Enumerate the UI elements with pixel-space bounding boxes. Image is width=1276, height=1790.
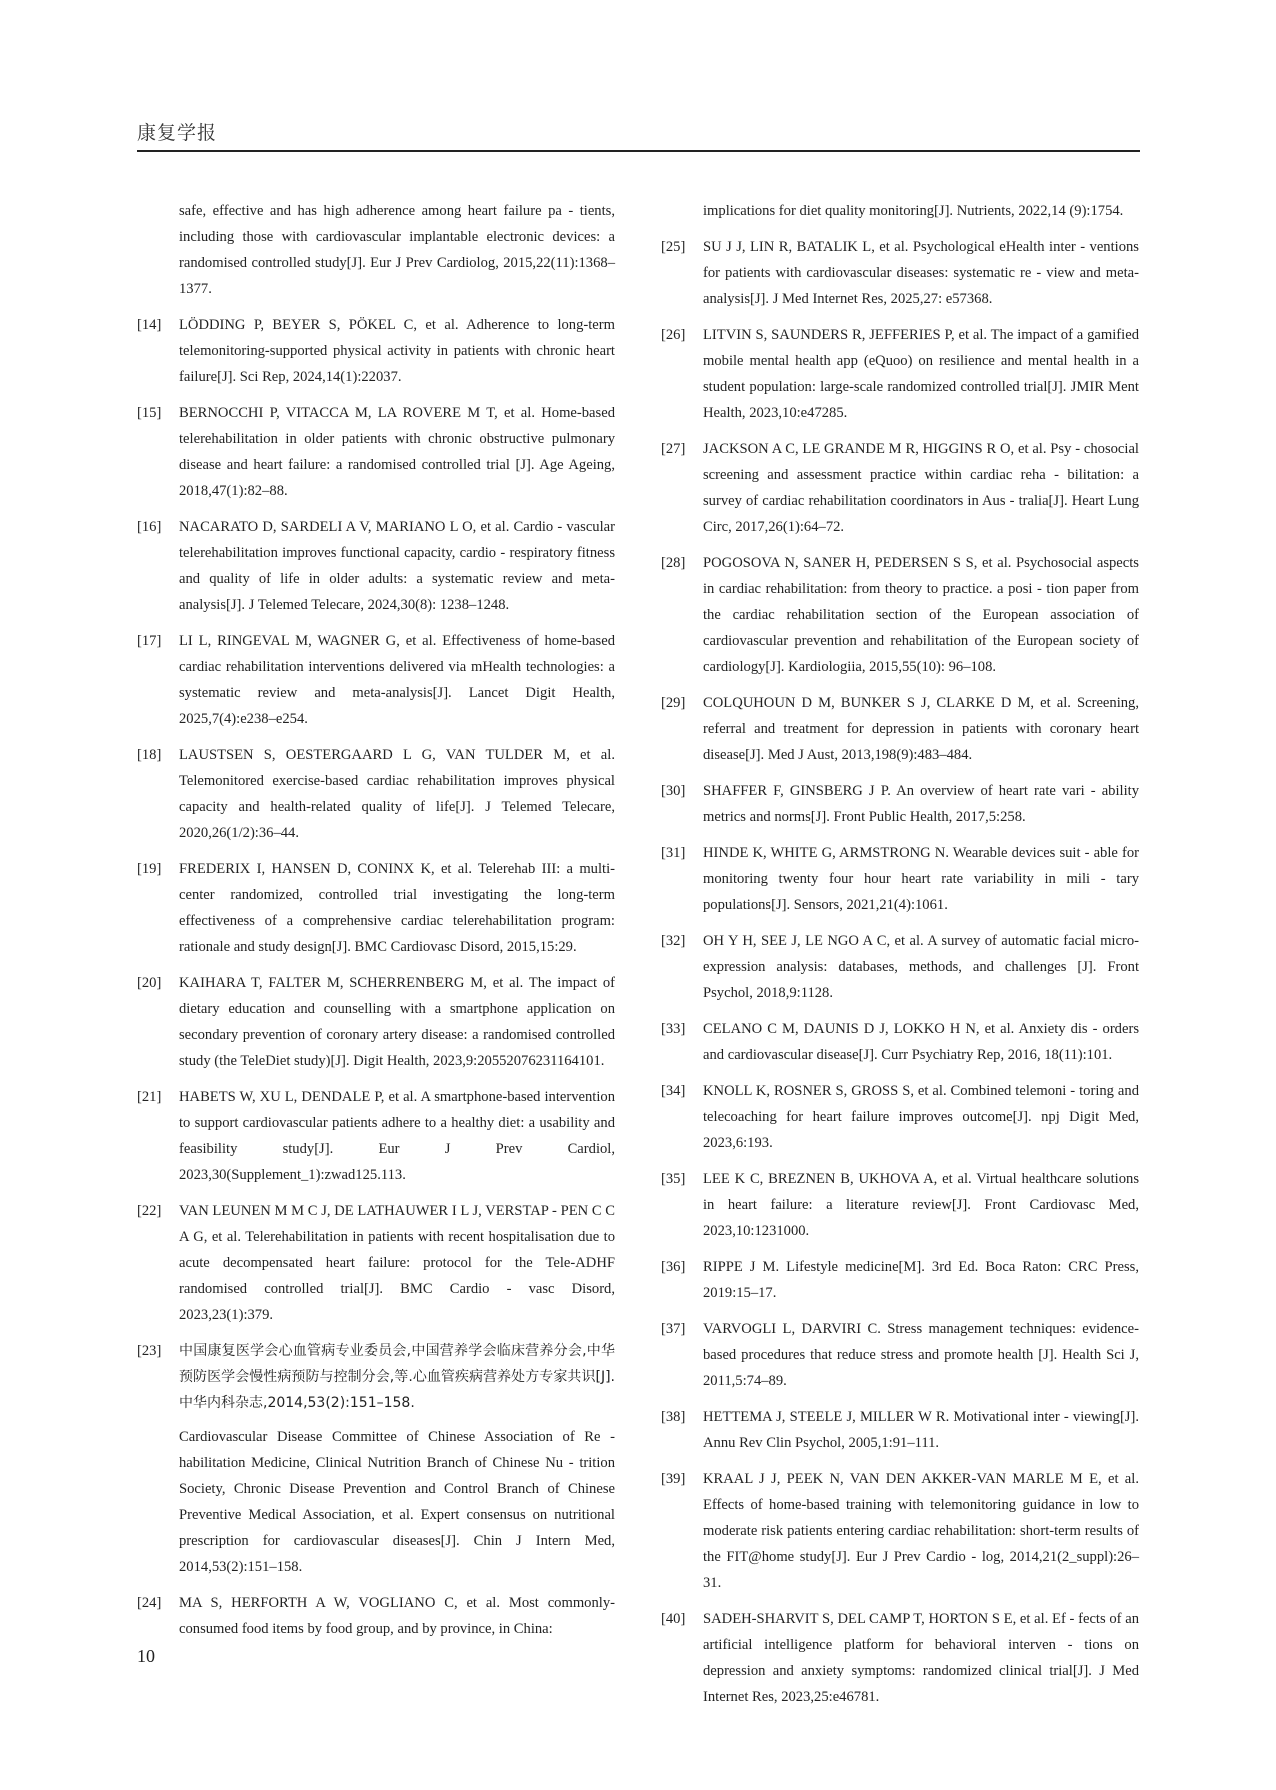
reference-text: 中国康复医学会心血管病专业委员会,中国营养学会临床营养分会,中华预防医学会慢性病预防与控制分会,等.心血管疾病营养处方专家共识[J].中华内科杂志,2014,53(2):151–158. xyxy=(179,1343,615,1411)
reference-number: [23] xyxy=(137,1343,162,1359)
reference-text: KAIHARA T, FALTER M, SCHERRENBERG M, et al. The impact of dietary education and counselling with a smartphone application on secondary prevention of coronary artery disease: a randomised controlled study (the TeleDiet study)[J]. Digit Health, 2023,9:20552076231164101. xyxy=(179,975,615,1069)
reference-entry xyxy=(137,312,615,390)
reference-number: [38] xyxy=(661,1409,686,1425)
reference-text: KRAAL J J, PEEK N, VAN DEN AKKER-VAN MARLE M E, et al. Effects of home-based training with telemonitoring guidance in low to moderate risk patients entering cardiac rehabilitation: short-term results of the FIT@home study[J]. Eur J Prev Cardio - log, 2014,21(2_suppl):26–31. xyxy=(703,1471,1139,1591)
page-number: 10 xyxy=(137,1646,155,1666)
reference-entry xyxy=(661,840,1139,918)
reference-number: [36] xyxy=(661,1259,686,1275)
reference-entry xyxy=(137,1198,615,1328)
reference-text: POGOSOVA N, SANER H, PEDERSEN S S, et al. Psychosocial aspects in cardiac rehabilitation: from theory to practice. a posi - tion paper from the cardiac rehabilitation section of the European association of cardiovascular prevention and rehabilitation of the European society of cardiology[J]. Kardiologiia, 2015,55(10): 96–108. xyxy=(703,555,1139,675)
reference-text: LAUSTSEN S, OESTERGAARD L G, VAN TULDER M, et al. Telemonitored exercise-based cardiac rehabilitation improves physical capacity and health-related quality of life[J]. J Telemed Telecare, 2020,26(1/2):36–44. xyxy=(179,747,615,841)
reference-number: [24] xyxy=(137,1595,162,1611)
reference-number: [16] xyxy=(137,519,162,535)
reference-entry xyxy=(137,628,615,732)
reference-text: LITVIN S, SAUNDERS R, JEFFERIES P, et al. The impact of a gamified mobile mental health app (eQuoo) on resilience and mental health in a student population: large-scale randomized controlled trial[J]. JMIR Ment Health, 2023,10:e47285. xyxy=(703,327,1139,421)
reference-continuation xyxy=(661,198,1139,224)
reference-number: [34] xyxy=(661,1083,686,1099)
references-right-column xyxy=(661,198,1139,1720)
reference-text: VAN LEUNEN M M C J, DE LATHAUWER I L J, VERSTAP - PEN C C A G, et al. Telerehabilitation in patients with recent hospitalisation due to acute decompensated heart failure: protocol for the Tele-ADHF randomised controlled trial[J]. BMC Cardio - vasc Disord, 2023,23(1):379. xyxy=(179,1203,615,1323)
reference-number: [26] xyxy=(661,327,686,343)
reference-text: VARVOGLI L, DARVIRI C. Stress management techniques: evidence-based procedures that reduce stress and promote health [J]. Health Sci J, 2011,5:74–89. xyxy=(703,1321,1139,1389)
reference-number: [15] xyxy=(137,405,162,421)
reference-entry xyxy=(661,690,1139,768)
journal-title: 康复学报 xyxy=(137,123,218,144)
reference-number: [35] xyxy=(661,1171,686,1187)
reference-entry xyxy=(137,742,615,846)
reference-continuation xyxy=(137,198,615,302)
reference-text: HABETS W, XU L, DENDALE P, et al. A smartphone-based intervention to support cardiovascular patients adhere to a healthy diet: a usability and feasibility study[J]. Eur J Prev Cardiol, 2023,30(Supplement_1):zwad125.113. xyxy=(179,1089,615,1183)
reference-text: MA S, HERFORTH A W, VOGLIANO C, et al. Most commonly-consumed food items by food group, and by province, in China: xyxy=(179,1595,615,1637)
reference-text: implications for diet quality monitoring[J]. Nutrients, 2022,14 (9):1754. xyxy=(703,203,1124,219)
reference-entry xyxy=(661,1166,1139,1244)
reference-number: [20] xyxy=(137,975,162,991)
reference-entry xyxy=(137,856,615,960)
reference-entry xyxy=(661,1606,1139,1710)
reference-number: [31] xyxy=(661,845,686,861)
header-divider xyxy=(137,150,1140,152)
reference-entry xyxy=(661,1404,1139,1456)
reference-text: safe, effective and has high adherence among heart failure pa - tients, including those with cardiovascular implantable electronic devices: a randomised controlled study[J]. Eur J Prev Cardiolog, 2015,22(11):1368–1377. xyxy=(179,203,615,297)
reference-entry xyxy=(137,1338,615,1580)
reference-entry xyxy=(661,1254,1139,1306)
reference-entry xyxy=(661,1078,1139,1156)
reference-translation: Cardiovascular Disease Committee of Chinese Association of Re - habilitation Medicine, Clinical Nutrition Branch of Chinese Nu - trition Society, Chronic Disease Prevention and Control Branch of Chinese Preventive Medical Association, et al. Expert consensus on nutritional prescription for cardiovascular diseases[J]. Chin J Intern Med, 2014,53(2):151–158. xyxy=(179,1429,615,1575)
reference-number: [14] xyxy=(137,317,162,333)
reference-entry xyxy=(661,550,1139,680)
reference-entry xyxy=(661,322,1139,426)
reference-entry xyxy=(137,514,615,618)
reference-text: LEE K C, BREZNEN B, UKHOVA A, et al. Virtual healthcare solutions in heart failure: a literature review[J]. Front Cardiovasc Med, 2023,10:1231000. xyxy=(703,1171,1139,1239)
reference-text: RIPPE J M. Lifestyle medicine[M]. 3rd Ed. Boca Raton: CRC Press, 2019:15–17. xyxy=(703,1259,1139,1301)
reference-text: CELANO C M, DAUNIS D J, LOKKO H N, et al. Anxiety dis - orders and cardiovascular disease[J]. Curr Psychiatry Rep, 2016, 18(11):101. xyxy=(703,1021,1139,1063)
reference-number: [30] xyxy=(661,783,686,799)
reference-number: [29] xyxy=(661,695,686,711)
reference-number: [39] xyxy=(661,1471,686,1487)
reference-entry xyxy=(661,1466,1139,1596)
reference-entry xyxy=(661,1316,1139,1394)
reference-text: NACARATO D, SARDELI A V, MARIANO L O, et al. Cardio - vascular telerehabilitation improves functional capacity, cardio - respiratory fitness and quality of life in older adults: a systematic review and meta-analysis[J]. J Telemed Telecare, 2024,30(8): 1238–1248. xyxy=(179,519,615,613)
reference-text: SADEH-SHARVIT S, DEL CAMP T, HORTON S E, et al. Ef - fects of an artificial intelligence platform for behavioral interven - tions on depression and anxiety symptoms: randomized clinical trial[J]. J Med Internet Res, 2023,25:e46781. xyxy=(703,1611,1139,1705)
reference-entry xyxy=(137,1590,615,1642)
reference-number: [37] xyxy=(661,1321,686,1337)
reference-number: [40] xyxy=(661,1611,686,1627)
reference-text: BERNOCCHI P, VITACCA M, LA ROVERE M T, et al. Home-based telerehabilitation in older patients with chronic obstructive pulmonary disease and heart failure: a randomised controlled trial [J]. Age Ageing, 2018,47(1):82–88. xyxy=(179,405,615,499)
reference-entry xyxy=(661,778,1139,830)
reference-text: COLQUHOUN D M, BUNKER S J, CLARKE D M, et al. Screening, referral and treatment for depression in patients with coronary heart disease[J]. Med J Aust, 2013,198(9):483–484. xyxy=(703,695,1139,763)
reference-number: [21] xyxy=(137,1089,162,1105)
reference-number: [27] xyxy=(661,441,686,457)
reference-entry xyxy=(137,400,615,504)
references-left-column xyxy=(137,198,615,1652)
reference-text: HETTEMA J, STEELE J, MILLER W R. Motivational inter - viewing[J]. Annu Rev Clin Psychol, 2005,1:91–111. xyxy=(703,1409,1139,1451)
reference-entry xyxy=(661,436,1139,540)
reference-text: LÖDDING P, BEYER S, PÖKEL C, et al. Adherence to long-term telemonitoring-supported physical activity in patients with chronic heart failure[J]. Sci Rep, 2024,14(1):22037. xyxy=(179,317,615,385)
reference-text: KNOLL K, ROSNER S, GROSS S, et al. Combined telemoni - toring and telecoaching for heart failure improves outcome[J]. npj Digit Med, 2023,6:193. xyxy=(703,1083,1139,1151)
reference-number: [22] xyxy=(137,1203,162,1219)
reference-number: [28] xyxy=(661,555,686,571)
reference-text: HINDE K, WHITE G, ARMSTRONG N. Wearable devices suit - able for monitoring twenty four hour heart rate variability in mili - tary populations[J]. Sensors, 2021,21(4):1061. xyxy=(703,845,1139,913)
reference-text: SHAFFER F, GINSBERG J P. An overview of heart rate vari - ability metrics and norms[J]. Front Public Health, 2017,5:258. xyxy=(703,783,1139,825)
reference-text: LI L, RINGEVAL M, WAGNER G, et al. Effectiveness of home-based cardiac rehabilitation interventions delivered via mHealth technologies: a systematic review and meta-analysis[J]. Lancet Digit Health, 2025,7(4):e238–e254. xyxy=(179,633,615,727)
reference-text: OH Y H, SEE J, LE NGO A C, et al. A survey of automatic facial micro-expression analysis: databases, methods, and challenges [J]. Front Psychol, 2018,9:1128. xyxy=(703,933,1139,1001)
reference-number: [32] xyxy=(661,933,686,949)
reference-entry xyxy=(137,970,615,1074)
reference-entry xyxy=(137,1084,615,1188)
reference-text: JACKSON A C, LE GRANDE M R, HIGGINS R O, et al. Psy - chosocial screening and assessment practice within cardiac reha - bilitation: a survey of cardiac rehabilitation coordinators in Aus - tralia[J]. Heart Lung Circ, 2017,26(1):64–72. xyxy=(703,441,1139,535)
reference-entry xyxy=(661,1016,1139,1068)
reference-number: [25] xyxy=(661,239,686,255)
reference-number: [18] xyxy=(137,747,162,763)
reference-number: [19] xyxy=(137,861,162,877)
reference-entry xyxy=(661,234,1139,312)
reference-number: [33] xyxy=(661,1021,686,1037)
reference-entry xyxy=(661,928,1139,1006)
reference-number: [17] xyxy=(137,633,162,649)
reference-text: FREDERIX I, HANSEN D, CONINX K, et al. Telerehab III: a multi-center randomized, controlled trial investigating the long-term effectiveness of a comprehensive cardiac telerehabilitation program: rationale and study design[J]. BMC Cardiovasc Disord, 2015,15:29. xyxy=(179,861,615,955)
reference-text: SU J J, LIN R, BATALIK L, et al. Psychological eHealth inter - ventions for patients with cardiovascular diseases: systematic re - view and meta-analysis[J]. J Med Internet Res, 2025,27: e57368. xyxy=(703,239,1139,307)
